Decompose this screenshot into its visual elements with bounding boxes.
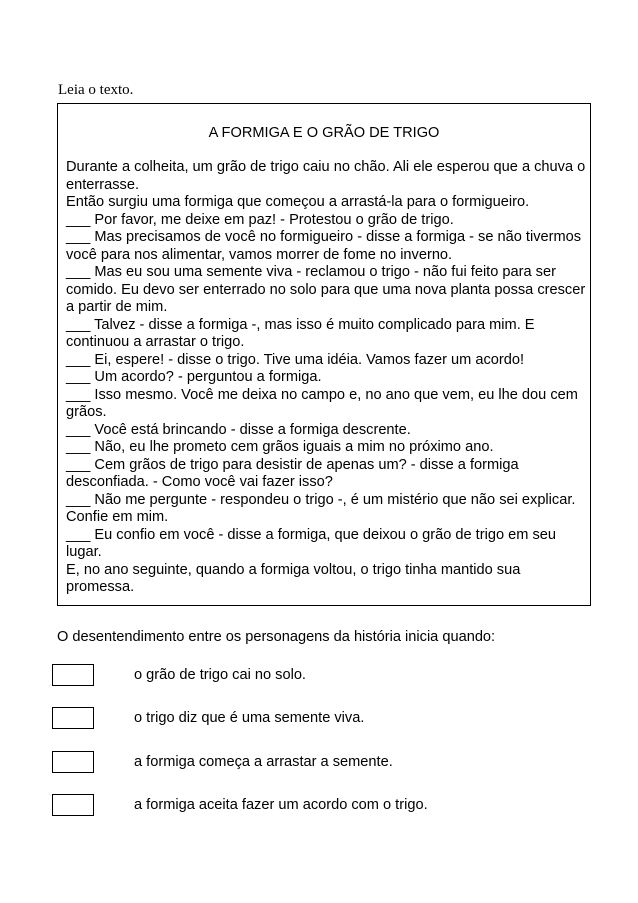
story-paragraph: ___ Talvez - disse a formiga -, mas isso é muito complicado para mim. E continuou a arrastar o trigo. bbox=[66, 316, 535, 350]
story-paragraph: E, no ano seguinte, quando a formiga voltou, o trigo tinha mantido sua promessa. bbox=[66, 561, 521, 595]
answer-option[interactable] bbox=[52, 751, 612, 777]
story-paragraph: ___ Isso mesmo. Você me deixa no campo e, no ano que vem, eu lhe dou cem grãos. bbox=[66, 386, 578, 420]
story-paragraph: ___ Eu confio em você - disse a formiga, que deixou o grão de trigo em seu lugar. bbox=[66, 526, 556, 560]
story-paragraph: ___ Um acordo? - perguntou a formiga. bbox=[66, 369, 322, 385]
answer-checkbox[interactable] bbox=[52, 664, 94, 686]
answer-checkbox[interactable] bbox=[52, 794, 94, 816]
answer-option-label: a formiga aceita fazer um acordo com o trigo. bbox=[134, 797, 428, 813]
answer-option-label: a formiga começa a arrastar a semente. bbox=[134, 754, 393, 770]
answer-checkbox[interactable] bbox=[52, 751, 94, 773]
story-paragraph: ___ Ei, espere! - disse o trigo. Tive uma idéia. Vamos fazer um acordo! bbox=[66, 351, 525, 368]
story-paragraph: ___ Não me pergunte - respondeu o trigo -, é um mistério que não sei explicar. Confie em mim. bbox=[66, 491, 576, 525]
story-paragraph: ___ Mas precisamos de você no formigueiro - disse a formiga - se não tivermos você para nos alimentar, vamos morrer de fome no inverno. bbox=[66, 229, 582, 263]
answer-option[interactable] bbox=[52, 664, 612, 690]
question-text: O desentendimento entre os personagens da história inicia quando: bbox=[57, 629, 496, 645]
story-paragraph: Então surgiu uma formiga que começou a arrastá-la para o formigueiro. bbox=[66, 194, 530, 210]
answer-option[interactable] bbox=[52, 707, 612, 733]
story-paragraph: ___ Mas eu sou uma semente viva - reclamou o trigo - não fui feito para ser comido. Eu devo ser enterrado no solo para que uma nova planta possa crescer a partir de mim. bbox=[66, 264, 586, 315]
story-paragraph: ___ Cem grãos de trigo para desistir de apenas um? - disse a formiga desconfiada. - Como você vai fazer isso? bbox=[66, 456, 519, 490]
story-paragraph: ___ Por favor, me deixe em paz! - Protestou o grão de trigo. bbox=[66, 211, 454, 228]
instruction-text: Leia o texto. bbox=[58, 82, 134, 98]
answer-option-label: o grão de trigo cai no solo. bbox=[134, 667, 306, 683]
answer-option[interactable] bbox=[52, 794, 612, 820]
story-box bbox=[57, 103, 591, 606]
story-title: A FORMIGA E O GRÃO DE TRIGO bbox=[208, 125, 440, 141]
answer-checkbox[interactable] bbox=[52, 707, 94, 729]
story-paragraph: ___ Não, eu lhe prometo cem grãos iguais a mim no próximo ano. bbox=[66, 439, 494, 455]
story-paragraph: Durante a colheita, um grão de trigo caiu no chão. Ali ele esperou que a chuva o enterrasse. bbox=[66, 159, 586, 193]
answer-option-label: o trigo diz que é uma semente viva. bbox=[134, 710, 365, 726]
story-body bbox=[66, 159, 588, 597]
story-paragraph: ___ Você está brincando - disse a formiga descrente. bbox=[66, 421, 411, 438]
